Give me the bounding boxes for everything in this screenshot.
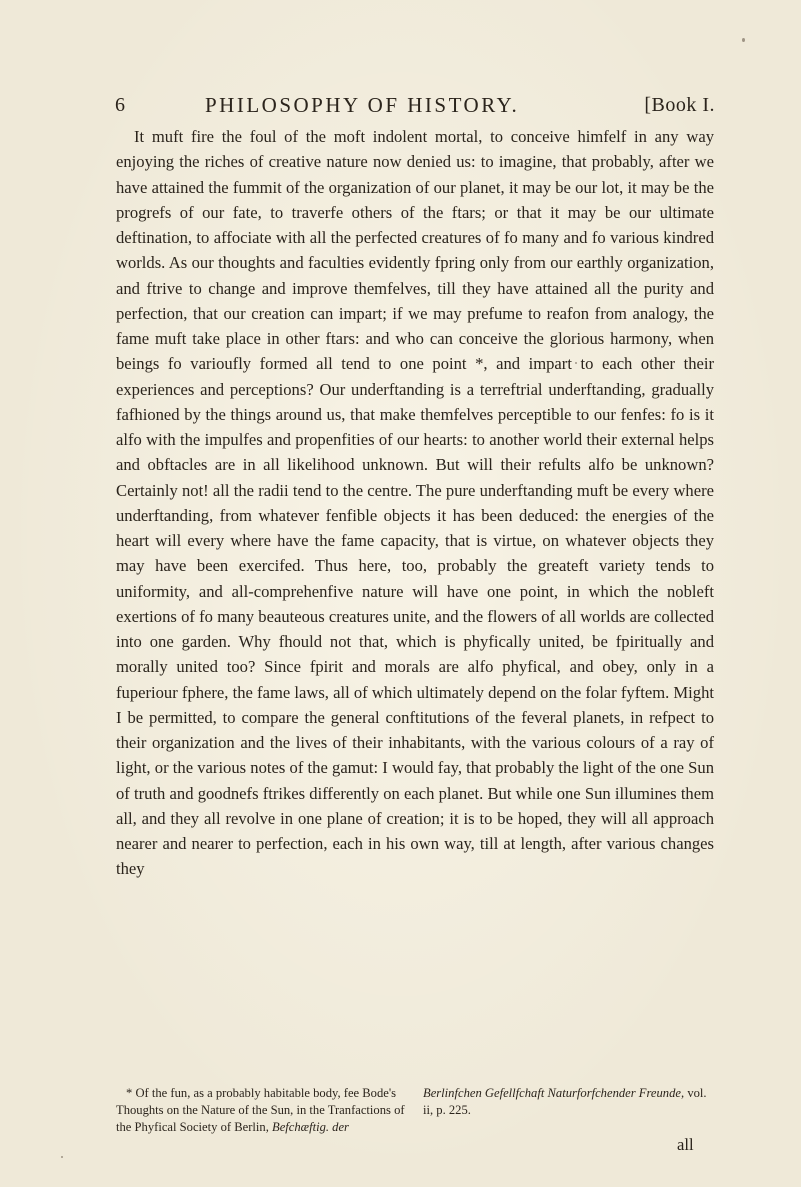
running-title: PHILOSOPHY OF HISTORY. — [205, 93, 520, 117]
footnote-tail: vol. ii, p. 225. — [423, 1086, 707, 1117]
footnote-italic-title: Befchæftig. der Berlinfchen Gefellfchaft Naturforfchender Freunde, — [272, 1086, 685, 1134]
paper-speck — [575, 362, 577, 364]
running-head — [115, 90, 715, 120]
footnote-text — [116, 1085, 714, 1136]
paper-speck — [742, 38, 745, 42]
page-number: 6 — [115, 94, 125, 116]
book-label: [Book I. — [644, 94, 715, 116]
body-paragraph: It muft fire the foul of the moft indolent mortal, to conceive himfelf in any way enjoying the riches of creative nature now denied us: to imagine, that probably, after we have attained the fummit of the organization of our planet, it may be our lot, it may be the progrefs of our fate, to traverfe others of the ftars; or that it may be our ultimate deftination, to affociate with all the perfected creatures of fo many and fo various kindred worlds. As our thoughts and faculties evidently fpring only from our earthly organization, and ftrive to change and improve themfelves, till they have attained all the purity and perfection, that our creation can impart; if we may prefume to reafon from analogy, the fame muft take place in other ftars: and who can conceive the glorious harmony, when beings fo varioufly formed all tend to one point *, and impart to each other their experiences and perceptions? Our underftanding is a terreftrial underftanding, gradually fafhioned by the things around us, that make themfelves perceptible to our fenfes: fo is it alfo with the impulfes and propenfities of our hearts: to another world their external helps and obftacles are in all likelihood unknown. But will their refults alfo be unknown? Certainly not! all the radii tend to the centre. The pure underftanding muft be every where underftanding, from whatever fenfible objects it has been deduced: the energies of the heart will every where have the fame capacity, that is virtue, on whatever objects they may have been exercifed. Thus here, too, probably the greateft variety tends to uniformity, and all-comprehenfive nature will have one point, in which the nobleft exertions of fo many beauteous creatures unite, and the flowers of all worlds are collected into one garden. Why fhould not that, which is phyfically united, be fpiritually and morally united too? Since fpirit and morals are alfo phyfical, and obey, only in a fuperiour fphere, the fame laws, all of which ultimately depend on the folar fyftem. Might I be permitted, to compare the general conftitutions of the feveral planets, in refpect to their organization and the lives of their inhabitants, with the various colours of a ray of light, or the various notes of the gamut: I would fay, that probably the light of the one Sun of truth and goodnefs ftrikes differently on each planet. But while one Sun illumines them all, and they all revolve in one plane of creation; it is to be hoped, they will all approach nearer and nearer to perfection, each in his own way, till at length, after various changes they — [116, 127, 714, 879]
paper-speck — [61, 1156, 63, 1158]
footnote-lead: * Of the fun, as a probably habitable body, fee Bode's Thoughts on the Nature of the Sun, in the Tranfactions of the Phyfical Society of Berlin, — [116, 1086, 405, 1134]
catchword: all — [677, 1135, 694, 1154]
footnote — [116, 1085, 714, 1136]
